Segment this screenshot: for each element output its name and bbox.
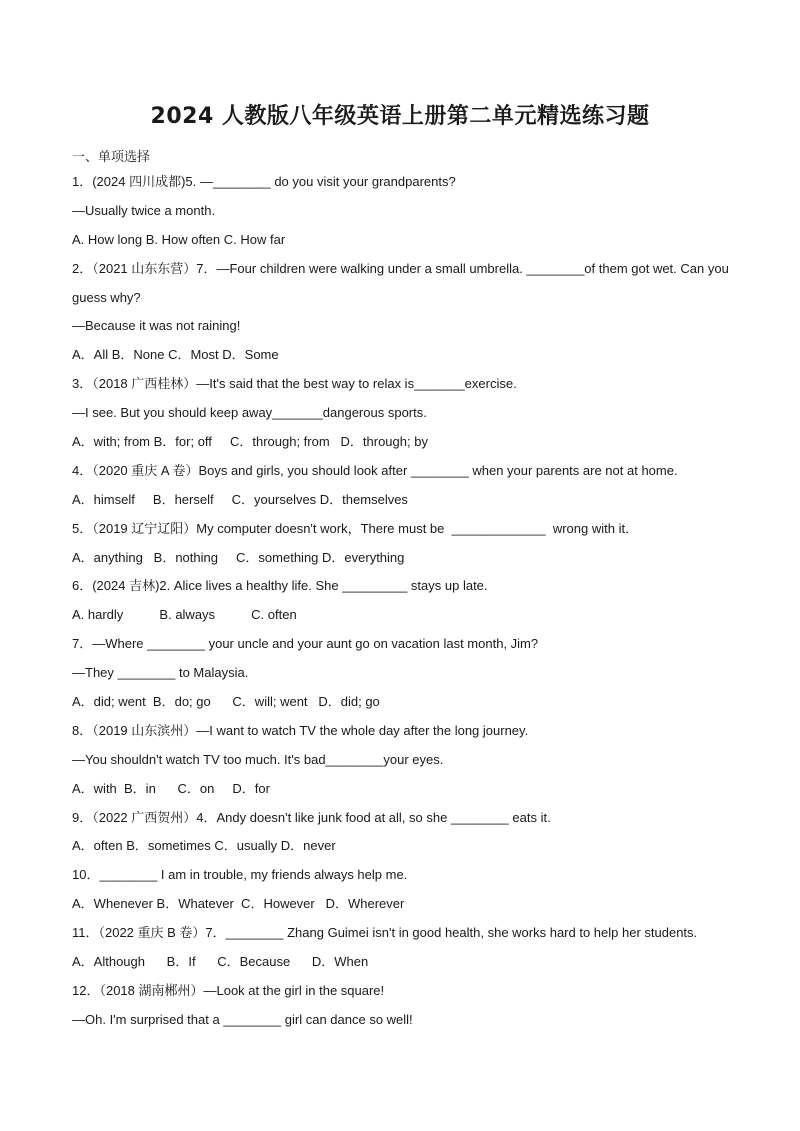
question-line: A．often B．sometimes C．usually D．never bbox=[72, 838, 336, 854]
question-line: guess why? bbox=[72, 289, 141, 305]
question-line: A．with B．in C．on D．for bbox=[72, 780, 270, 796]
question-line: A. hardly B. always C. often bbox=[72, 607, 297, 623]
question-line: A．All B．None C．Most D．Some bbox=[72, 347, 279, 363]
question-line: 6．(2024 吉林)2. Alice lives a healthy life. She _________ stays up late. bbox=[72, 578, 488, 594]
question-line: —They ________ to Malaysia. bbox=[72, 665, 249, 681]
question-line: A．with; from B．for; off C．through; from D．through; by bbox=[72, 434, 428, 450]
question-line: —Because it was not raining! bbox=[72, 318, 241, 334]
question-list bbox=[72, 172, 732, 1039]
question-line: A．did; went B．do; go C．will; went D．did; go bbox=[72, 694, 380, 710]
question-line: 11．（2022 重庆 B 卷）7．________ Zhang Guimei isn't in good health, she works hard to help her students. bbox=[72, 925, 698, 941]
question-line: A. How long B. How often C. How far bbox=[72, 231, 286, 247]
question-line: 5．（2019 辽宁辽阳）My computer doesn't work，There must be _____________ wrong with it． bbox=[72, 520, 639, 536]
page-title: 2024 人教版八年级英语上册第二单元精选练习题 bbox=[150, 104, 650, 129]
question-line: A．Whenever B．Whatever C．However D．Wherever bbox=[72, 896, 405, 912]
question-line: 3．（2018 广西桂林）—It's said that the best way to relax is_______exercise. bbox=[72, 376, 517, 392]
question-line: —You shouldn't watch TV too much. It's bad________your eyes. bbox=[72, 751, 444, 767]
question-line: 9．（2022 广西贺州）4．Andy doesn't like junk food at all, so she ________ eats it. bbox=[72, 809, 551, 825]
question-line: 7．—Where ________ your uncle and your aunt go on vacation last month, Jim? bbox=[72, 636, 539, 652]
question-line: 12．（2018 湖南郴州）—Look at the girl in the square! bbox=[72, 982, 385, 998]
question-line: A．himself B．herself C．yourselves D．themselves bbox=[72, 491, 408, 507]
question-line: —Usually twice a month. bbox=[72, 202, 216, 218]
section-heading: 一、单项选择 bbox=[72, 150, 151, 165]
question-line: 2．（2021 山东东营）7．—Four children were walking under a small umbrella. ________of them got wet. Can you bbox=[72, 260, 729, 276]
question-line: 8．（2019 山东滨州）—I want to watch TV the whole day after the long journey. bbox=[72, 722, 529, 738]
question-line: —I see. But you should keep away_______dangerous sports. bbox=[72, 405, 427, 421]
question-line: 1．(2024 四川成都)5. —________ do you visit your grandparents? bbox=[72, 174, 456, 189]
question-line: A．anything B．nothing C．something D．everything bbox=[72, 549, 405, 565]
question-line: 10．________ I am in trouble, my friends always help me. bbox=[72, 867, 408, 883]
question-line: 4．（2020 重庆 A 卷）Boys and girls, you should look after ________ when your parents are not at home. bbox=[72, 462, 678, 478]
question-line: A．Although B．If C．Because D．When bbox=[72, 954, 369, 970]
question-line: —Oh. I'm surprised that a ________ girl can dance so well! bbox=[72, 1011, 413, 1027]
